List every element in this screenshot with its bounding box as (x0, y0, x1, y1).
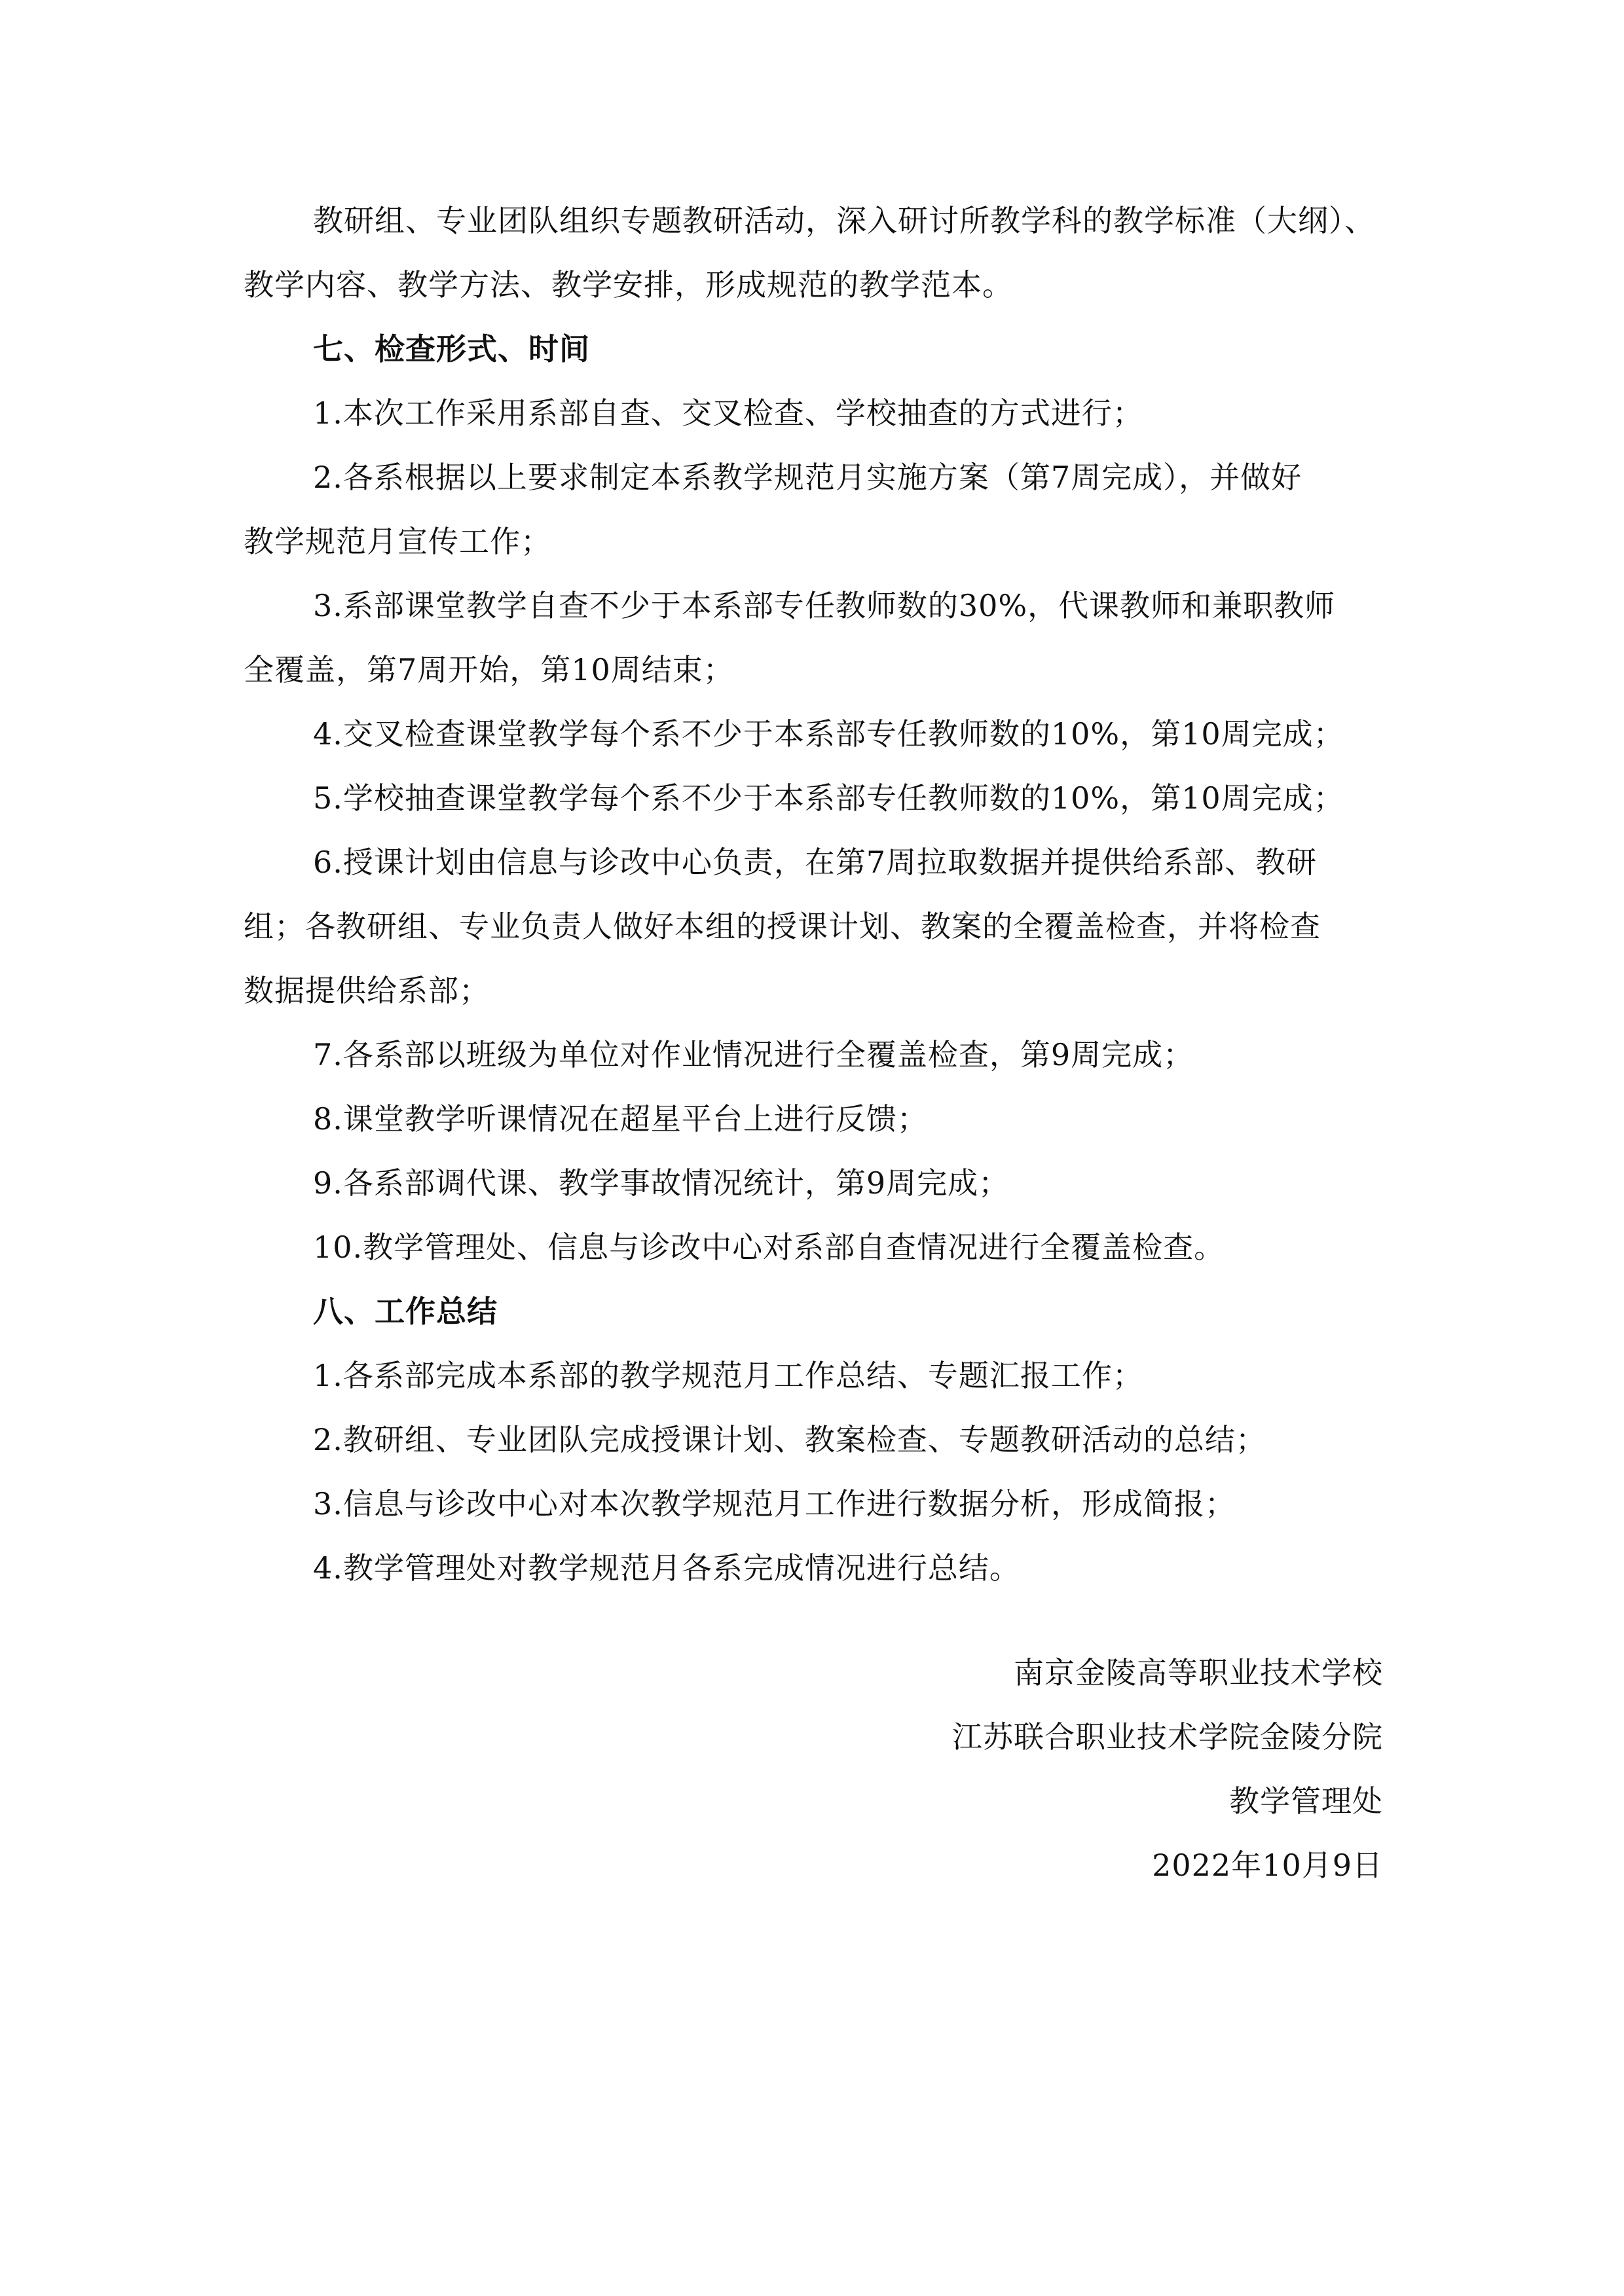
signature-college: 江苏联合职业技术学院金陵分院 (952, 1719, 1383, 1755)
signature-office: 教学管理处 (1229, 1783, 1383, 1819)
paragraph-line: 10.教学管理处、信息与诊改中心对系部自查情况进行全覆盖检查。 (313, 1230, 1225, 1265)
section-heading: 七、检查形式、时间 (313, 331, 590, 367)
paragraph-line: 组；各教研组、专业负责人做好本组的授课计划、教案的全覆盖检查，并将检查 (244, 909, 1321, 944)
paragraph-line: 1.本次工作采用系部自查、交叉检查、学校抽查的方式进行； (313, 395, 1143, 431)
paragraph-line: 9.各系部调代课、教学事故情况统计，第9周完成； (313, 1165, 1010, 1201)
paragraph-line: 3.系部课堂教学自查不少于本系部专任教师数的30%，代课教师和兼职教师 (313, 588, 1336, 623)
paragraph-line: 2.各系根据以上要求制定本系教学规范月实施方案（第7周完成），并做好 (313, 460, 1302, 495)
signature-block (952, 1641, 1383, 1897)
paragraph-line: 5.学校抽查课堂教学每个系不少于本系部专任教师数的10%，第10周完成； (313, 780, 1344, 816)
paragraph-line: 教学内容、教学方法、教学安排，形成规范的教学范本。 (244, 267, 1013, 302)
signature-date: 2022年10月9日 (1152, 1848, 1383, 1883)
paragraph-line: 2.教研组、专业团队完成授课计划、教案检查、专题教研活动的总结； (313, 1422, 1266, 1457)
paragraph-line: 数据提供给系部； (244, 973, 490, 1008)
paragraph-line: 教研组、专业团队组织专题教研活动，深入研讨所教学科的教学标准（大纲）、 (313, 203, 1375, 238)
paragraph-line: 4.交叉检查课堂教学每个系不少于本系部专任教师数的10%，第10周完成； (313, 716, 1344, 752)
paragraph-line: 4.教学管理处对教学规范月各系完成情况进行总结。 (313, 1550, 1020, 1586)
paragraph-line: 教学规范月宣传工作； (244, 524, 551, 559)
document-body (244, 189, 1383, 1600)
section-heading: 八、工作总结 (313, 1294, 498, 1329)
paragraph-line: 7.各系部以班级为单位对作业情况进行全覆盖检查，第9周完成； (313, 1037, 1194, 1072)
signature-school: 南京金陵高等职业技术学校 (1014, 1655, 1383, 1690)
paragraph-line: 全覆盖，第7周开始，第10周结束； (244, 652, 734, 687)
paragraph-line: 6.授课计划由信息与诊改中心负责，在第7周拉取数据并提供给系部、教研 (313, 845, 1318, 880)
paragraph-line: 3.信息与诊改中心对本次教学规范月工作进行数据分析，形成简报； (313, 1486, 1236, 1522)
paragraph-line: 8.课堂教学听课情况在超星平台上进行反馈； (313, 1101, 928, 1137)
paragraph-line: 1.各系部完成本系部的教学规范月工作总结、专题汇报工作； (313, 1358, 1143, 1393)
